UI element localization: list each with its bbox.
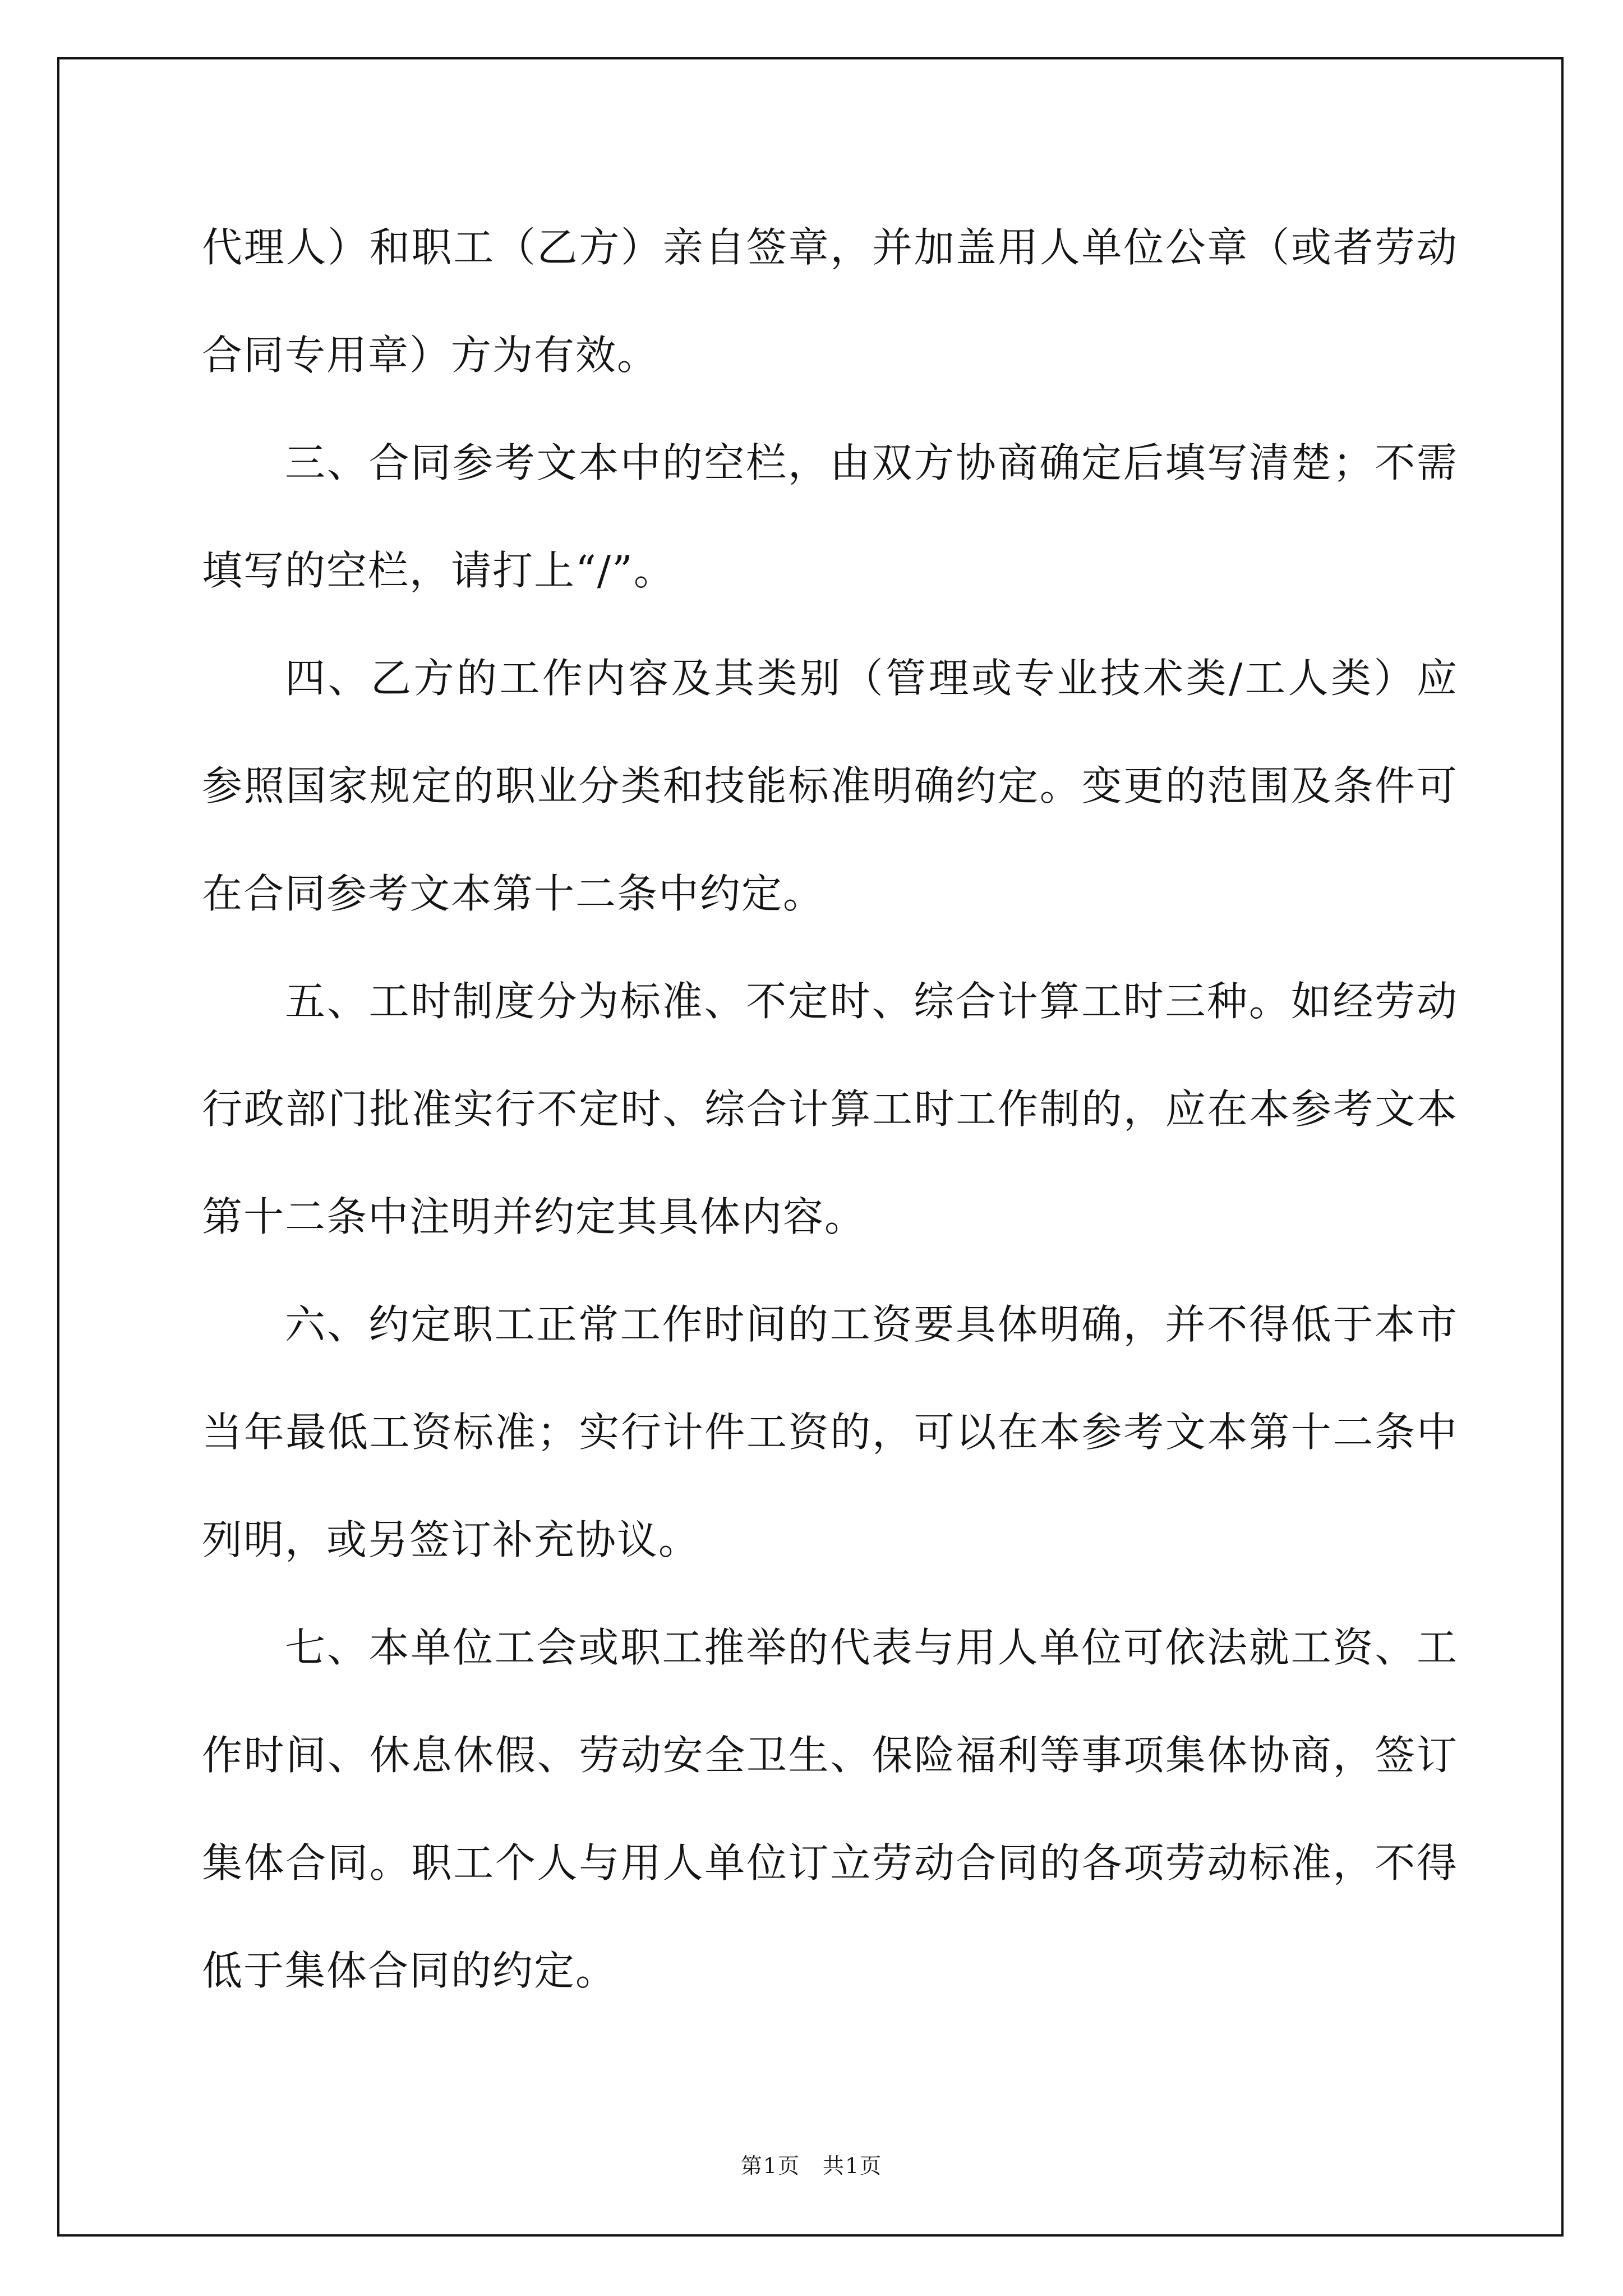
paragraph-clause-3: 三、合同参考文本中的空栏，由双方协商确定后填写清楚；不需填写的空栏，请打上“/”。 [202, 439, 1458, 594]
paragraph-continuation: 代理人）和职工（乙方）亲自签章，并加盖用人单位公章（或者劳动合同专用章）方为有效。 [202, 224, 1458, 379]
paragraph-clause-5: 五、工时制度分为标准、不定时、综合计算工时三种。如经劳动行政部门批准实行不定时、综合计算工时工作制的，应在本参考文本第十二条中注明并约定其具体内容。 [202, 978, 1458, 1240]
document-body [202, 194, 1458, 2024]
paragraph-clause-6: 六、约定职工正常工作时间的工资要具体明确，并不得低于本市当年最低工资标准；实行计件工资的，可以在本参考文本第十二条中列明，或另签订补充协议。 [202, 1301, 1458, 1563]
page-number-indicator: 第1页 共1页 [740, 2154, 883, 2178]
page-footer [0, 2148, 1623, 2179]
paragraph-clause-7: 七、本单位工会或职工推举的代表与用人单位可依法就工资、工作时间、休息休假、劳动安全卫生、保险福利等事项集体协商，签订集体合同。职工个人与用人单位订立劳动合同的各项劳动标准，不得低于集体合同的约定。 [202, 1624, 1458, 1994]
paragraph-clause-4: 四、乙方的工作内容及其类别（管理或专业技术类/工人类）应参照国家规定的职业分类和技能标准明确约定。变更的范围及条件可在合同参考文本第十二条中约定。 [202, 655, 1458, 917]
